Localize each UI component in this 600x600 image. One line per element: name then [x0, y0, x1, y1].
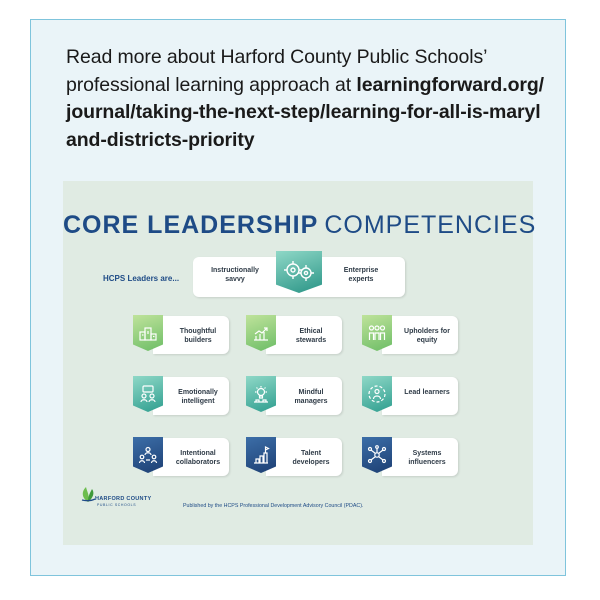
person-circle-icon [362, 376, 392, 412]
logo-subtitle: PUBLIC SCHOOLS [97, 503, 137, 507]
competency-tile [266, 438, 342, 476]
competency-tile [153, 377, 229, 415]
competency-tile [382, 438, 458, 476]
hcps-logo [75, 484, 155, 514]
published-note: Published by the HCPS Professional Development Advisory Council (PDAC). [183, 503, 364, 509]
lightbulb-icon [246, 376, 276, 412]
competencies-poster [63, 181, 537, 545]
enterprise-experts-label: Enterprise experts [343, 267, 379, 283]
growth-chart-icon [246, 315, 276, 351]
competency-tile [382, 316, 458, 354]
competency-label: Thoughtful builders [179, 328, 217, 344]
competency-label: Upholders for equity [404, 328, 450, 344]
gears-icon [276, 251, 322, 293]
competency-tile [153, 316, 229, 354]
intro-paragraph [66, 44, 546, 154]
poster-title [63, 211, 537, 240]
summit-flag-icon [246, 437, 276, 473]
intro-text: Read more about Harford County Public Schools’ professional learning approach at [66, 46, 487, 96]
collaborators-icon [133, 437, 163, 473]
leaders-label: HCPS Leaders are... [103, 274, 180, 283]
instructionally-savvy-label: Instructionally savvy [211, 267, 259, 283]
article-link[interactable]: learningforward.org/journal/taking-the-next-step/learning-for-all-is-maryland-districts-priority [66, 73, 544, 151]
network-icon [362, 437, 392, 473]
competency-tile [266, 377, 342, 415]
competency-label: Ethical stewards [295, 328, 327, 344]
people-group-icon [362, 315, 392, 351]
competency-label: Systems influencers [408, 450, 446, 466]
poster-title-light: COMPETENCIES [324, 211, 537, 239]
competency-tile [266, 316, 342, 354]
conversation-icon [133, 376, 163, 412]
competency-label: Talent developers [292, 450, 330, 466]
competency-label: Lead learners [404, 389, 450, 396]
poster-title-bold: CORE LEADERSHIP [63, 211, 319, 239]
podium-icon [133, 315, 163, 351]
competency-label: Mindful managers [294, 389, 328, 405]
competency-label: Intentional collaborators [175, 450, 221, 466]
competency-tile [153, 438, 229, 476]
competency-tile [382, 377, 458, 415]
competency-label: Emotionally intelligent [178, 389, 218, 405]
logo-name: HARFORD COUNTY [95, 496, 152, 502]
